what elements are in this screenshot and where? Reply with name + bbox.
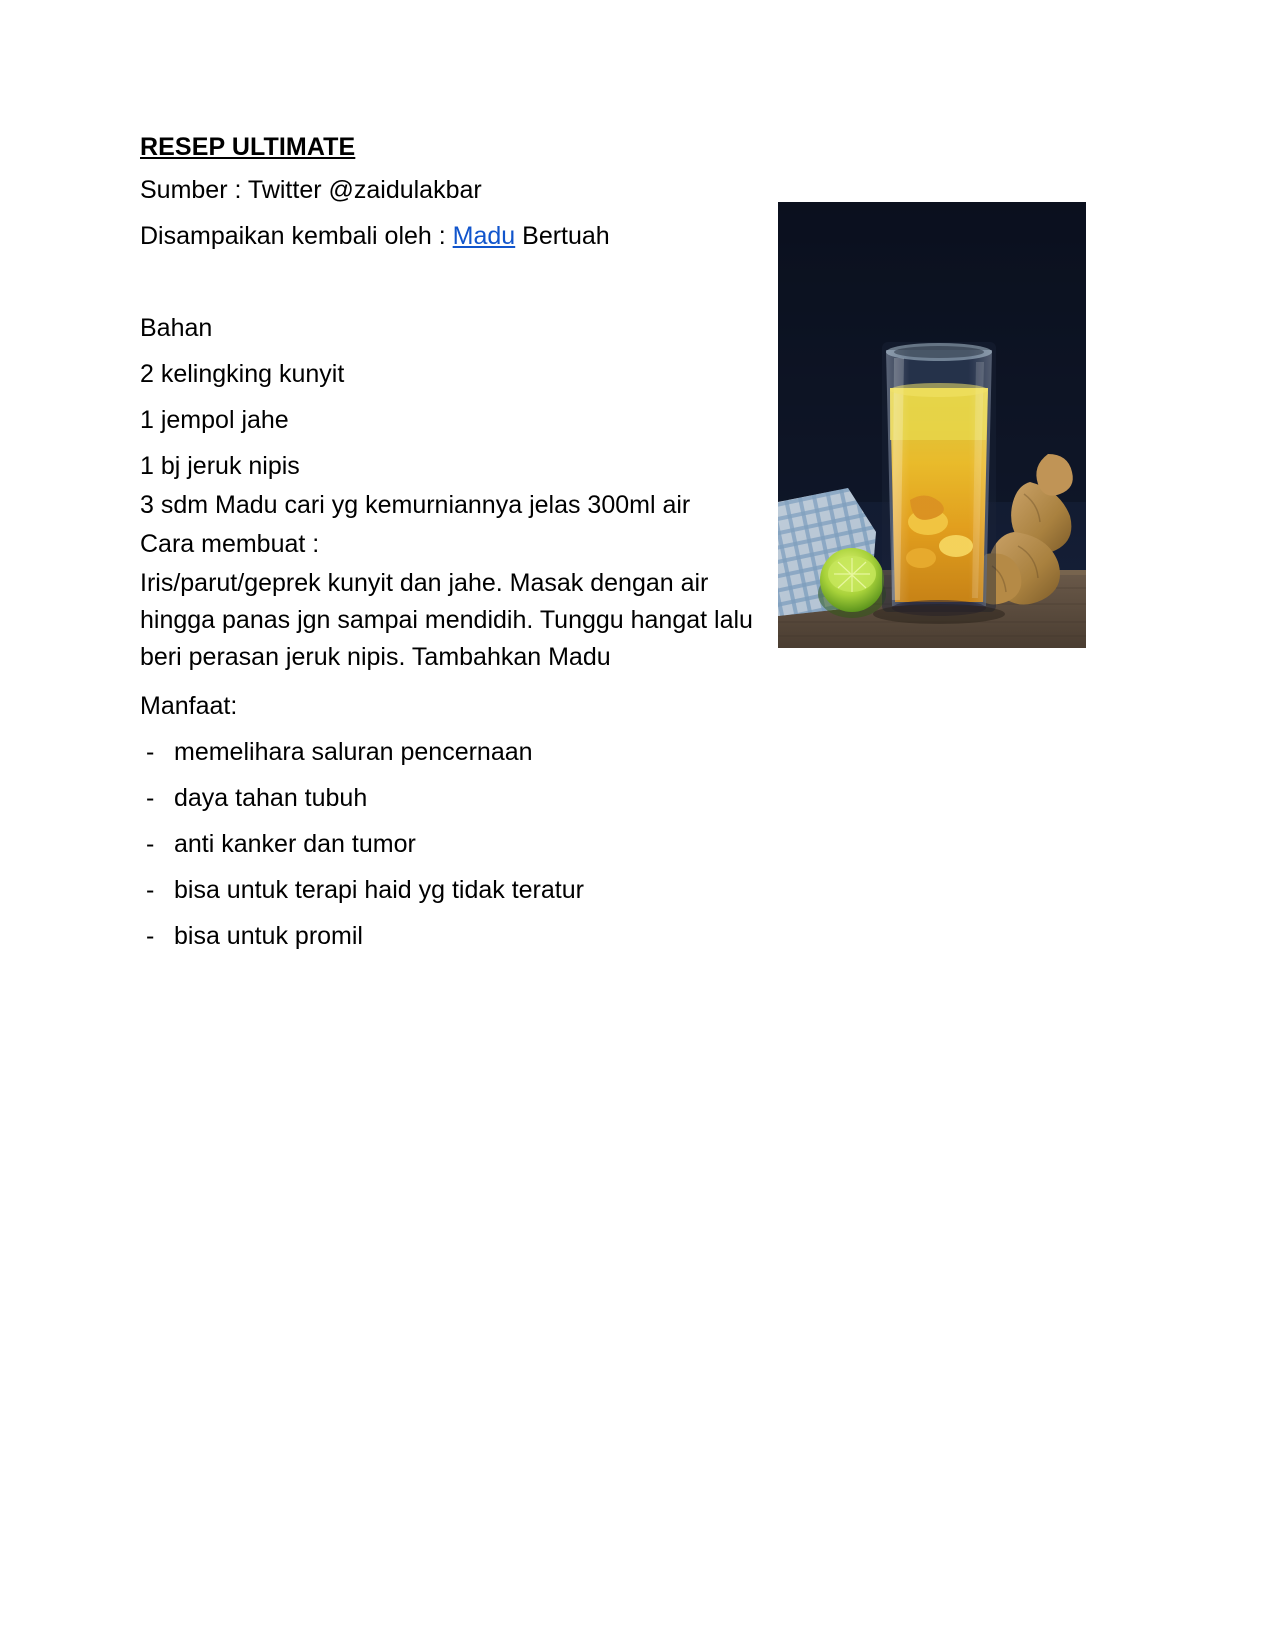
ingredient-item: 2 kelingking kunyit xyxy=(140,360,345,389)
madu-link[interactable]: Madu xyxy=(452,222,516,251)
list-item xyxy=(140,874,780,907)
benefits-heading: Manfaat: xyxy=(140,692,238,721)
recipe-photo xyxy=(778,202,1086,648)
document-body xyxy=(140,132,780,966)
credit-prefix: Disampaikan kembali oleh : xyxy=(140,222,453,251)
dash-bullet-icon: - xyxy=(146,876,155,905)
credit-line xyxy=(140,220,780,253)
list-item xyxy=(140,782,780,815)
dash-bullet-icon: - xyxy=(146,922,155,951)
section-spacer xyxy=(140,266,780,312)
list-item xyxy=(140,828,780,861)
benefits-list xyxy=(140,736,780,953)
method-text: Iris/parut/geprek kunyit dan jahe. Masak dengan air hingga panas jgn sampai mendidih. Tunggu hangat lalu beri perasan jeruk nipis. Tambahkan Madu xyxy=(140,569,753,672)
list-item xyxy=(140,920,780,953)
list-item-label: bisa untuk promil xyxy=(174,922,363,951)
page-title: RESEP ULTIMATE xyxy=(140,133,356,161)
list-item xyxy=(140,736,780,769)
dash-bullet-icon: - xyxy=(146,784,155,813)
dash-bullet-icon: - xyxy=(146,738,155,767)
glass-of-drink xyxy=(882,342,996,616)
list-item-label: bisa untuk terapi haid yg tidak teratur xyxy=(174,876,584,905)
source-line: Sumber : Twitter @zaidulakbar xyxy=(140,176,482,205)
list-item-label: daya tahan tubuh xyxy=(174,784,368,813)
ingredient-item: 1 bj jeruk nipis xyxy=(140,452,300,481)
method-heading: Cara membuat : xyxy=(140,530,320,559)
credit-suffix: Bertuah xyxy=(515,222,610,251)
ingredients-heading: Bahan xyxy=(140,314,213,343)
ingredient-item: 3 sdm Madu cari yg kemurniannya jelas 300ml air xyxy=(140,491,691,520)
list-item-label: memelihara saluran pencernaan xyxy=(174,738,533,767)
ingredient-item: 1 jempol jahe xyxy=(140,406,289,435)
list-item-label: anti kanker dan tumor xyxy=(174,830,416,859)
dash-bullet-icon: - xyxy=(146,830,155,859)
